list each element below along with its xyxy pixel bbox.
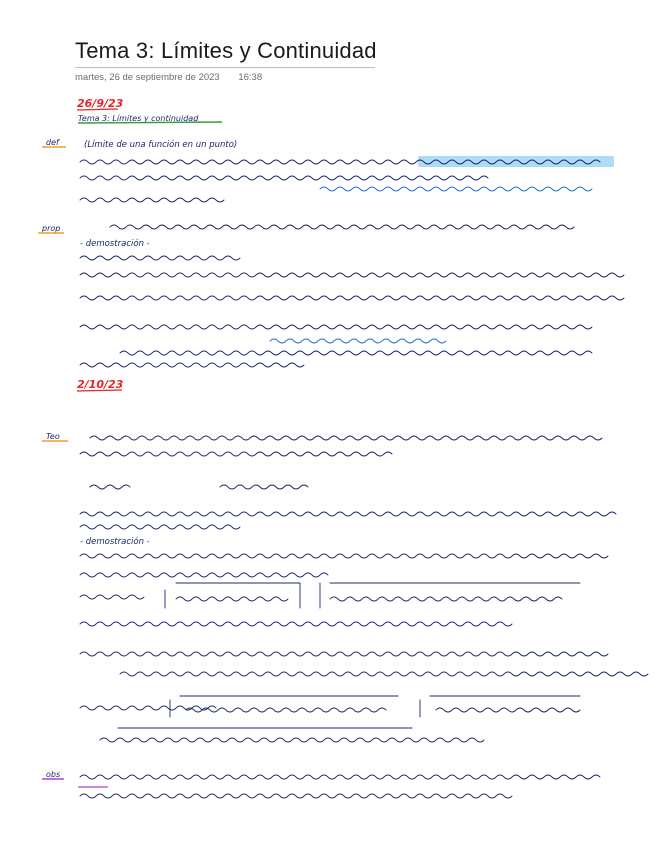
blue-annotations xyxy=(270,187,592,343)
tag-teo: Teo xyxy=(46,432,60,441)
demo-label-1: - demostración - xyxy=(80,239,150,249)
note-date-2: 2/10/23 xyxy=(77,378,124,391)
highlight-box xyxy=(418,156,614,167)
tag-def: def xyxy=(46,138,59,147)
page-time: 16:38 xyxy=(238,72,263,83)
page-date: martes, 26 de septiembre de 2023 xyxy=(75,72,220,83)
tag-obs: obs xyxy=(46,770,61,779)
note-date-1: 26/9/23 xyxy=(77,97,124,110)
date-1-underline xyxy=(77,109,118,110)
topic-underline xyxy=(78,122,222,123)
topic-line: Tema 3: Límites y continuidad xyxy=(78,114,199,123)
page-title: Tema 3: Límites y Continuidad xyxy=(75,38,377,63)
tag-prop: prop xyxy=(42,224,61,233)
date-2-underline xyxy=(77,390,122,391)
scribble-lines xyxy=(80,160,648,798)
definition-heading: (Límite de una función en un punto) xyxy=(84,140,238,150)
demo-label-2: - demostración - xyxy=(80,537,150,547)
